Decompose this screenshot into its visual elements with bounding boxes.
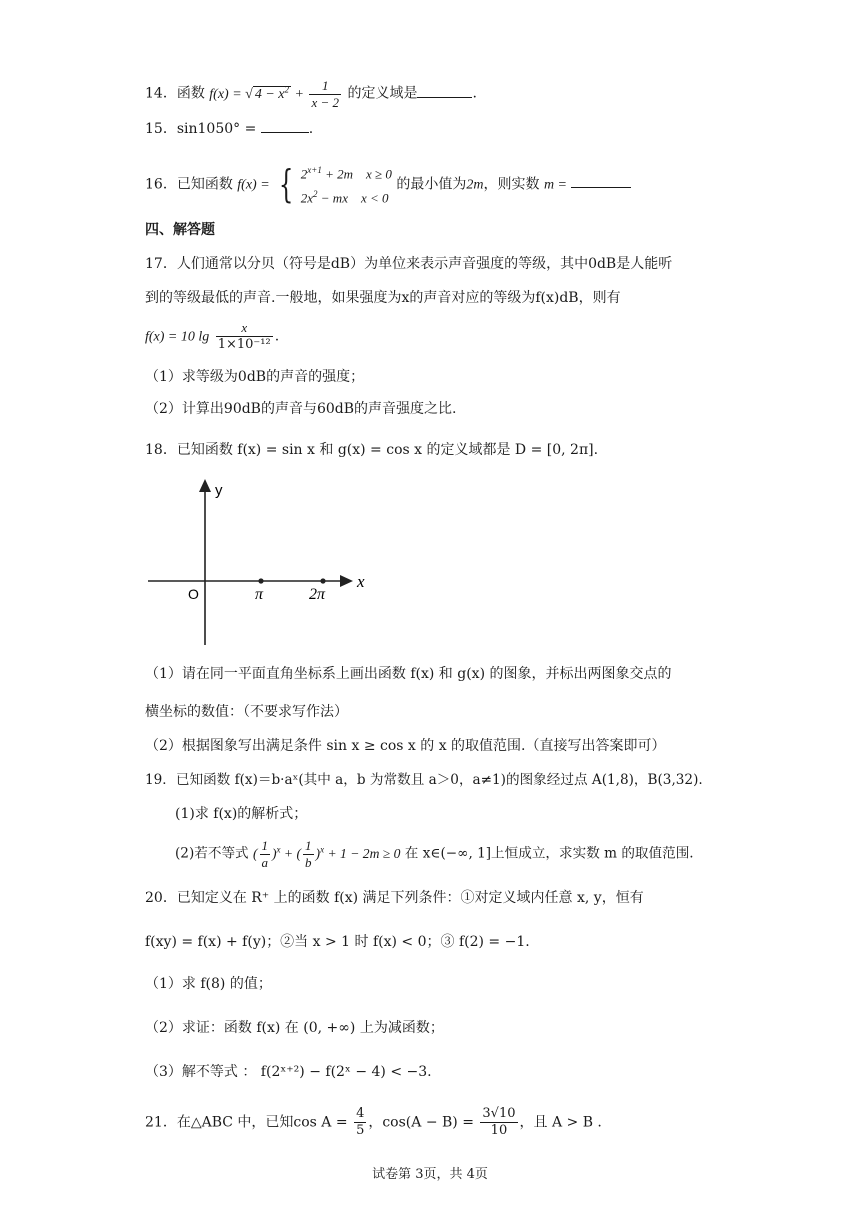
- q16-variable: m =: [543, 177, 567, 193]
- q16-function: f(x) =: [237, 177, 270, 193]
- two-pi-tick: [320, 578, 325, 583]
- q20-line1: 20．已知定义在 R⁺ 上的函数 f(x) 满足下列条件：①对定义域内任意 x, y，恒有: [145, 890, 644, 906]
- q20-sub3: （3）解不等式 ： f(2ˣ⁺²) − f(2ˣ − 4) < −3.: [145, 1064, 432, 1080]
- q19-inequality: ( $\frac{1}{a}$ )$^x$ + ( $\frac{1}{b}$ )$^x$ + 1 − 2m ≥ 0: [252, 838, 401, 870]
- q20-sub2: （2）求证：函数 f(x) 在 (0, +∞) 上为减函数；: [145, 1020, 444, 1036]
- q15-number: 15．: [145, 121, 177, 137]
- answer-blank: [417, 83, 472, 98]
- q18-sub1-b: 横坐标的数值：（不要求写作法）: [145, 704, 348, 720]
- q19-line1: 19．已知函数 f(x)＝b·aˣ(其中 a，b 为常数且 a＞0，a≠1)的图象经过点 A(1,8)，B(3,32).: [145, 772, 703, 788]
- q14-tail: 的定义域是: [347, 85, 418, 102]
- q21-fraction-1: $\frac{4}{5}$: [356, 1106, 365, 1138]
- q18-sub2: （2）根据图象写出满足条件 sin x ≥ cos x 的 x 的取值范围.（直接写出答案即可）: [145, 738, 666, 754]
- question-15: 15．sin1050° = .: [145, 118, 313, 139]
- section-heading: 四、解答题: [145, 222, 215, 238]
- q20-sub1: （1）求 f(8) 的值；: [145, 976, 272, 992]
- pi-tick: [258, 578, 263, 583]
- question-21: 21．在△ABC 中，已知cos A = $\frac{4}{5}$ ，cos(A − B) = $\frac{3√10}{10}$ ，且 A > B .: [145, 1106, 602, 1138]
- coordinate-axes-figure: [145, 475, 365, 650]
- x-axis-label: x: [357, 572, 365, 591]
- q21-fraction-2: $\frac{3√10}{10}$: [482, 1106, 516, 1138]
- y-axis-label: y: [215, 482, 223, 499]
- q17-sub2: （2）计算出90dB的声音与60dB的声音强度之比.: [145, 401, 457, 417]
- y-axis-arrow: [199, 479, 211, 492]
- two-pi-label: 2π: [309, 586, 326, 603]
- answer-blank: [261, 118, 309, 133]
- q17-fraction: $\frac{x}{\text{1×10⁻¹²}}$: [217, 320, 271, 352]
- q16-tail2: ，则实数: [483, 176, 540, 193]
- q14-number: 14．函数: [145, 85, 205, 102]
- q17-formula: f(x) = 10 lg $\frac{x}{\text{1×10⁻¹²}}$ .: [145, 320, 280, 352]
- q15-expression: sin1050° =: [176, 121, 257, 137]
- q18-sub1-a: （1）请在同一平面直角坐标系上画出函数 f(x) 和 g(x) 的图象，并标出两图象交点的: [145, 666, 672, 682]
- q16-cases: $2^{x+1} + 2m$ x ≥ 0 $2x^2$ − mx x < 0: [300, 165, 392, 206]
- pi-label: π: [255, 586, 264, 603]
- answer-blank: [571, 173, 631, 188]
- q19-sub2: (2)若不等式 ( $\frac{1}{a}$ )$^x$ + ( $\frac{1}{b}$ )$^x$ + 1 − 2m ≥ 0 在 x∈(−∞, 1]上恒成立，求实数 m 的取值范围.: [175, 838, 694, 870]
- q19-sub1: (1)求 f(x)的解析式；: [175, 806, 308, 822]
- q16-value: 2m: [466, 177, 484, 193]
- q14-function: f(x) = √ $4 - x^2$ + $\frac{1}{x - 2}$: [209, 78, 340, 110]
- q17-line2: 到的等级最低的声音.一般地，如果强度为x的声音对应的等级为f(x)dB，则有: [145, 290, 621, 306]
- q17-sub1: （1）求等级为0dB的声音的强度；: [145, 369, 365, 385]
- q18-line1: 18．已知函数 f(x) = sin x 和 g(x) = cos x 的定义域都是 D = [0, 2π].: [145, 442, 599, 458]
- brace-symbol: {: [278, 162, 294, 207]
- q20-line2: f(xy) = f(x) + f(y)；②当 x > 1 时 f(x) < 0；③ f(2) = −1.: [145, 934, 530, 950]
- page-footer: 试卷第 3页，共 4页: [372, 1167, 488, 1182]
- q16-number: 16．已知函数: [145, 176, 233, 193]
- origin-label: O: [188, 586, 199, 602]
- question-16: [145, 160, 631, 209]
- x-axis-arrow: [340, 575, 353, 587]
- q17-line1: 17．人们通常以分贝（符号是dB）为单位来表示声音强度的等级，其中0dB是人能听: [145, 256, 673, 272]
- q16-tail1: 的最小值为: [396, 176, 467, 193]
- question-14: 14．函数 f(x) = √ $4 - x^2$ + $\frac{1}{x - 2}$ 的定义域是 .: [145, 78, 477, 110]
